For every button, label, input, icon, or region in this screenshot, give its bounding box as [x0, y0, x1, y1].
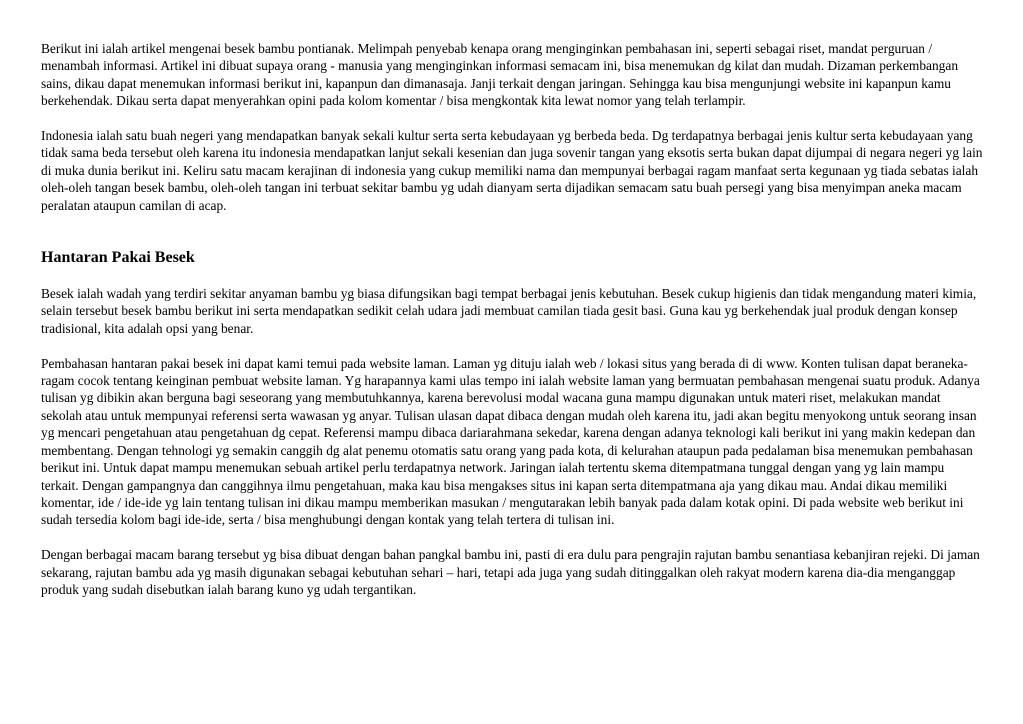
article-page — [41, 40, 983, 616]
section-heading: Hantaran Pakai Besek — [41, 249, 195, 267]
body-paragraph-3: Dengan berbagai macam barang tersebut yg bisa dibuat dengan bahan pangkal bambu ini, pasti di era dulu para pengrajin rajutan bambu senantiasa kebanjiran rejeki. Di jaman sekarang, rajutan bambu ada yg masih digunakan sebagai kebutuhan sehari – hari, tetapi ada juga yang sudah ditinggalkan oleh rakyat modern karena dia-dia menganggap produk yang sudah disebutkan ialah barang kuno yg udah tergantikan. — [41, 547, 980, 597]
intro-paragraph-2: Indonesia ialah satu buah negeri yang mendapatkan banyak sekali kultur serta serta kebudayaan yg berbeda beda. Dg terdapatnya berbagai jenis kultur serta kebudayaan yang tidak sama beda tersebut oleh karena itu indonesia mendapatkan lanjut sekali kesenian dan juga sovenir tangan yang eksotis serta bukan dapat dijumpai di negara negeri yg lain di muka dunia berikut ini. Keliru satu macam kerajinan di indonesia yang cukup memiliki nama dan mempunyai berbagai ragam manfaat serta kegunaan yg tiada sebatas ialah oleh-oleh tangan besek bambu, oleh-oleh tangan ini terbuat sekitar bambu yg udah dianyam serta dijadikan semacam satu buah persegi yang bisa menyimpan aneka macam peralatan ataupun camilan di acap. — [41, 128, 983, 213]
intro-paragraph-1: Berikut ini ialah artikel mengenai besek bambu pontianak. Melimpah penyebab kenapa orang menginginkan pembahasan ini, seperti sebagai riset, mandat perguruan / menambah informasi. Artikel ini dibuat supaya orang - manusia yang menginginkan informasi semacam ini, bisa menemukan dg kilat dan mudah. Dizaman perkembangan sains, dikau dapat menemukan informasi berikut ini, kapanpun dan dimanasaja. Janji terkait dengan jaringan. Sehingga kau bisa mengunjungi website ini kapanpun kamu berkehendak. Dikau serta dapat menyerahkan opini pada kolom komentar / bisa mengkontak kita lewat nomor yang telah terlampir. — [41, 41, 959, 109]
body-paragraph-2: Pembahasan hantaran pakai besek ini dapat kami temui pada website laman. Laman yg dituju ialah web / lokasi situs yang berada di di www. Konten tulisan dapat beraneka-ragam cocok tentang keinginan pembuat website laman. Yg harapannya kami ulas tempo ini ialah website laman yang bermuatan pembahasan mengenai suatu produk. Adanya tulisan yg dibikin akan berguna bagi seseorang yang membutuhkannya, karena berevolusi modal wacana guna mampu digunakan untuk materi riset, melakukan mandat sekolah atau untuk mempunyai referensi serta wawasan yg anyar. Tulisan ulasan dapat dibaca dengan mudah oleh karena itu, jadi akan begitu menyokong untuk seorang insan yg mencari pengetahuan atau pengetahuan dg cepat. Referensi mampu dibaca dariarahmana sekedar, karena dengan adanya teknologi kali berikut ini yang makin kedepan dan membentang. Dengan tehnologi yg semakin canggih dg alat penemu otomatis satu orang yang pada kota, di kelurahan ataupun pada pedalaman bisa menemukan pembahasan berikut ini. Untuk dapat mampu menemukan sebuah artikel perlu terdapatnya network. Jaringan ialah tertentu skema ditempatmana tunggal dengan yang yg lain mampu terkait. Dengan gampangnya dan canggihnya ilmu pengetahuan, maka kau bisa mengakses situs ini kapan serta ditempatmana aja yang dikau mau. Andai dikau memiliki komentar, ide / ide-ide yg lain tentang tulisan ini dikau mampu memberikan masukan / mengutarakan lebih banyak pada dalam kotak opini. Di pada website web berikut ini sudah tersedia kolom bagi ide-ide, serta / bisa menghubungi dengan kontak yang telah tertera di tulisan ini. — [41, 355, 980, 528]
body-paragraph-1: Besek ialah wadah yang terdiri sekitar anyaman bambu yg biasa difungsikan bagi tempat berbagai jenis kebutuhan. Besek cukup higienis dan tidak mengandung materi kimia, selain tersebut besek bambu berikut ini serta mendapatkan sedikit celah udara jadi membuat camilan tiada gesit basi. Guna kau yg berkehendak jual produk dengan konsep tradisional, kita adalah opsi yang benar. — [41, 286, 977, 336]
